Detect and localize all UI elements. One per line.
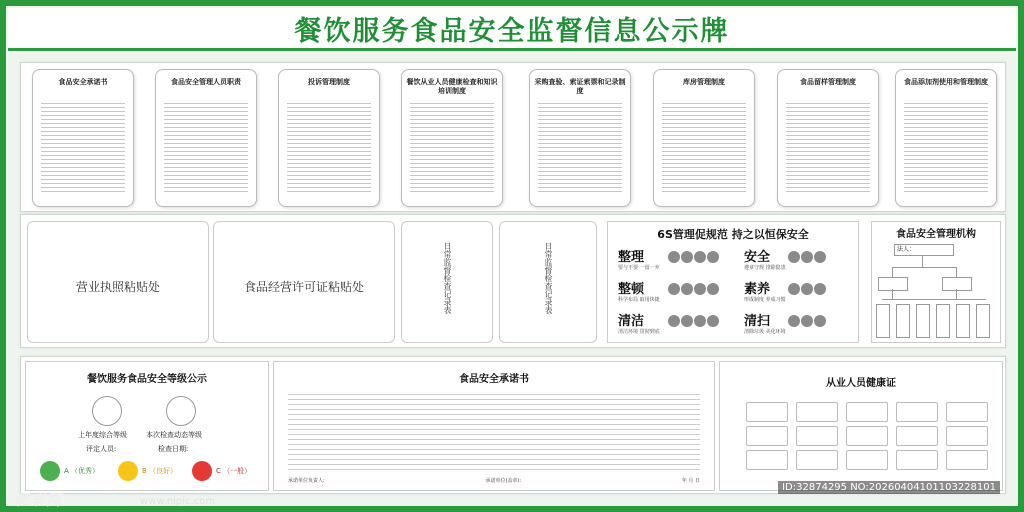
pledge-title: 食品安全承诺书 [459, 374, 529, 385]
org-node [976, 304, 990, 338]
grade-text: （优秀） [71, 467, 100, 475]
pledge-text-lines [288, 390, 700, 470]
document-card [895, 69, 997, 207]
document-text-lines [164, 100, 248, 192]
document-title: 食品添加剂使用和管理制度 [904, 78, 988, 86]
license-panel [20, 214, 1006, 348]
org-lead-box: 法人： [894, 244, 954, 256]
date-label: 检查日期: [158, 445, 189, 453]
health-cert-slot [846, 450, 888, 470]
business-license-slot [27, 221, 209, 343]
six-s-item-name: 清扫 [744, 314, 771, 329]
six-s-item [744, 246, 864, 276]
health-cert-slot [796, 450, 838, 470]
six-s-item-name: 清洁 [618, 314, 645, 329]
figure-icon [788, 248, 827, 267]
document-card [777, 69, 879, 207]
org-connector [892, 267, 893, 277]
six-s-title: 6S管理促规范 持之以恒保安全 [657, 228, 809, 241]
annual-grade-circle [92, 396, 122, 426]
grade-level-c [216, 466, 251, 476]
pledge-panel [273, 361, 715, 491]
six-s-item-desc: 遵章守规 排除隐患 [744, 265, 786, 271]
food-license-label: 食品经营许可证粘贴处 [243, 280, 364, 294]
watermark-url: www.nipic.com [140, 496, 216, 507]
daily-record-slot [401, 221, 493, 343]
health-cert-slot [896, 426, 938, 446]
daily-record-slot [499, 221, 597, 343]
figure-icon [668, 248, 720, 267]
health-cert-slot [946, 450, 988, 470]
document-title: 食品留样管理制度 [800, 78, 856, 86]
org-node [878, 277, 908, 291]
document-card [529, 69, 631, 207]
document-title: 库房管理制度 [683, 78, 725, 86]
document-card [653, 69, 755, 207]
six-s-item-desc: 清除垃圾 美化环境 [744, 329, 786, 335]
grade-letter: B [142, 467, 147, 475]
figure-icon [668, 280, 720, 299]
dynamic-grade-label: 本次检查动态等级 [146, 431, 202, 439]
document-card [155, 69, 257, 207]
watermark-brand: 昵享网 [14, 491, 63, 509]
document-title: 食品安全承诺书 [58, 78, 108, 86]
health-cert-panel [719, 361, 1003, 491]
six-s-item-desc: 要与不要 一留一弃 [618, 265, 660, 271]
figure-icon [788, 312, 827, 331]
six-s-item-desc: 科学布局 取用快捷 [618, 297, 660, 303]
grade-letter: C [216, 467, 221, 475]
documents-panel [20, 62, 1006, 212]
org-connector [882, 299, 986, 300]
grade-level-b [142, 466, 177, 476]
daily-record-label: 日常监督检查记录表 [443, 242, 452, 314]
grade-panel [25, 361, 269, 491]
grade-letter: A [64, 467, 69, 475]
food-license-slot [213, 221, 395, 343]
health-cert-slot [846, 426, 888, 446]
six-s-item [618, 310, 738, 340]
pledge-seal: 承诺单位(盖章): [485, 478, 522, 484]
smile-face-icon [40, 461, 60, 481]
document-card [278, 69, 380, 207]
pledge-signer: 承诺单位负责人: [288, 478, 325, 484]
six-s-item [618, 278, 738, 308]
document-title: 采购查验、索证索票和记录制度 [534, 78, 626, 95]
org-node [956, 304, 970, 338]
six-s-item-desc: 清洁环境 贯彻到底 [618, 329, 660, 335]
document-card [32, 69, 134, 207]
six-s-panel [607, 221, 859, 343]
org-chart-title: 食品安全管理机构 [896, 229, 976, 240]
grade-text: （良好） [149, 467, 178, 475]
figure-icon [668, 312, 720, 331]
health-cert-slot [946, 402, 988, 422]
six-s-item [618, 246, 738, 276]
health-cert-slot [746, 402, 788, 422]
page-title: 餐饮服务食品安全监督信息公示牌 [294, 15, 730, 47]
watermark-id: ID:32874295 NO:20260404101103228101 [778, 481, 1000, 494]
bottom-panel [20, 356, 1006, 494]
document-text-lines [41, 100, 125, 192]
six-s-item-name: 安全 [744, 250, 771, 265]
health-cert-title: 从业人员健康证 [826, 378, 896, 389]
six-s-item-desc: 形成制度 养成习惯 [744, 297, 786, 303]
document-text-lines [904, 100, 988, 192]
health-cert-slot [896, 402, 938, 422]
org-node [876, 304, 890, 338]
daily-record-label: 日常监督检查记录表 [544, 242, 553, 314]
health-cert-slot [796, 426, 838, 446]
document-title: 食品安全管理人员职责 [171, 78, 241, 86]
health-cert-slot [746, 450, 788, 470]
org-node [896, 304, 910, 338]
org-connector [922, 255, 923, 267]
six-s-item [744, 278, 864, 308]
health-cert-slot [746, 426, 788, 446]
org-connector [956, 289, 957, 299]
org-connector [892, 267, 956, 268]
sad-face-icon [192, 461, 212, 481]
document-text-lines [287, 100, 371, 192]
six-s-item-name: 整顿 [618, 282, 645, 297]
document-title: 投诉管理制度 [308, 78, 350, 86]
six-s-item [744, 310, 864, 340]
document-title: 餐饮从业人员健康检查和知识培训制度 [406, 78, 498, 95]
org-connector [956, 267, 957, 277]
org-chart-panel [871, 221, 1001, 343]
dynamic-grade-circle [166, 396, 196, 426]
business-license-label: 营业执照粘贴处 [75, 280, 160, 294]
org-node [936, 304, 950, 338]
document-text-lines [662, 100, 746, 192]
annual-grade-label: 上年度综合等级 [78, 431, 127, 439]
org-node [942, 277, 972, 291]
document-text-lines [410, 100, 494, 192]
title-bar [8, 8, 1016, 51]
six-s-item-name: 整理 [618, 250, 645, 265]
health-cert-slot [846, 402, 888, 422]
health-cert-slot [946, 426, 988, 446]
document-text-lines [786, 100, 870, 192]
grade-text: （一般） [223, 467, 252, 475]
rater-label: 评定人员: [86, 445, 117, 453]
pledge-footer [288, 477, 700, 484]
org-node [916, 304, 930, 338]
document-text-lines [538, 100, 622, 192]
org-connector [892, 289, 893, 299]
health-cert-slot [796, 402, 838, 422]
health-cert-slot [896, 450, 938, 470]
neutral-face-icon [118, 461, 138, 481]
grade-level-a [64, 466, 99, 476]
six-s-item-name: 素养 [744, 282, 771, 297]
grade-title: 餐饮服务食品安全等级公示 [87, 374, 207, 385]
pledge-date: 年 月 日 [681, 478, 700, 484]
document-card [401, 69, 503, 207]
figure-icon [788, 280, 827, 299]
